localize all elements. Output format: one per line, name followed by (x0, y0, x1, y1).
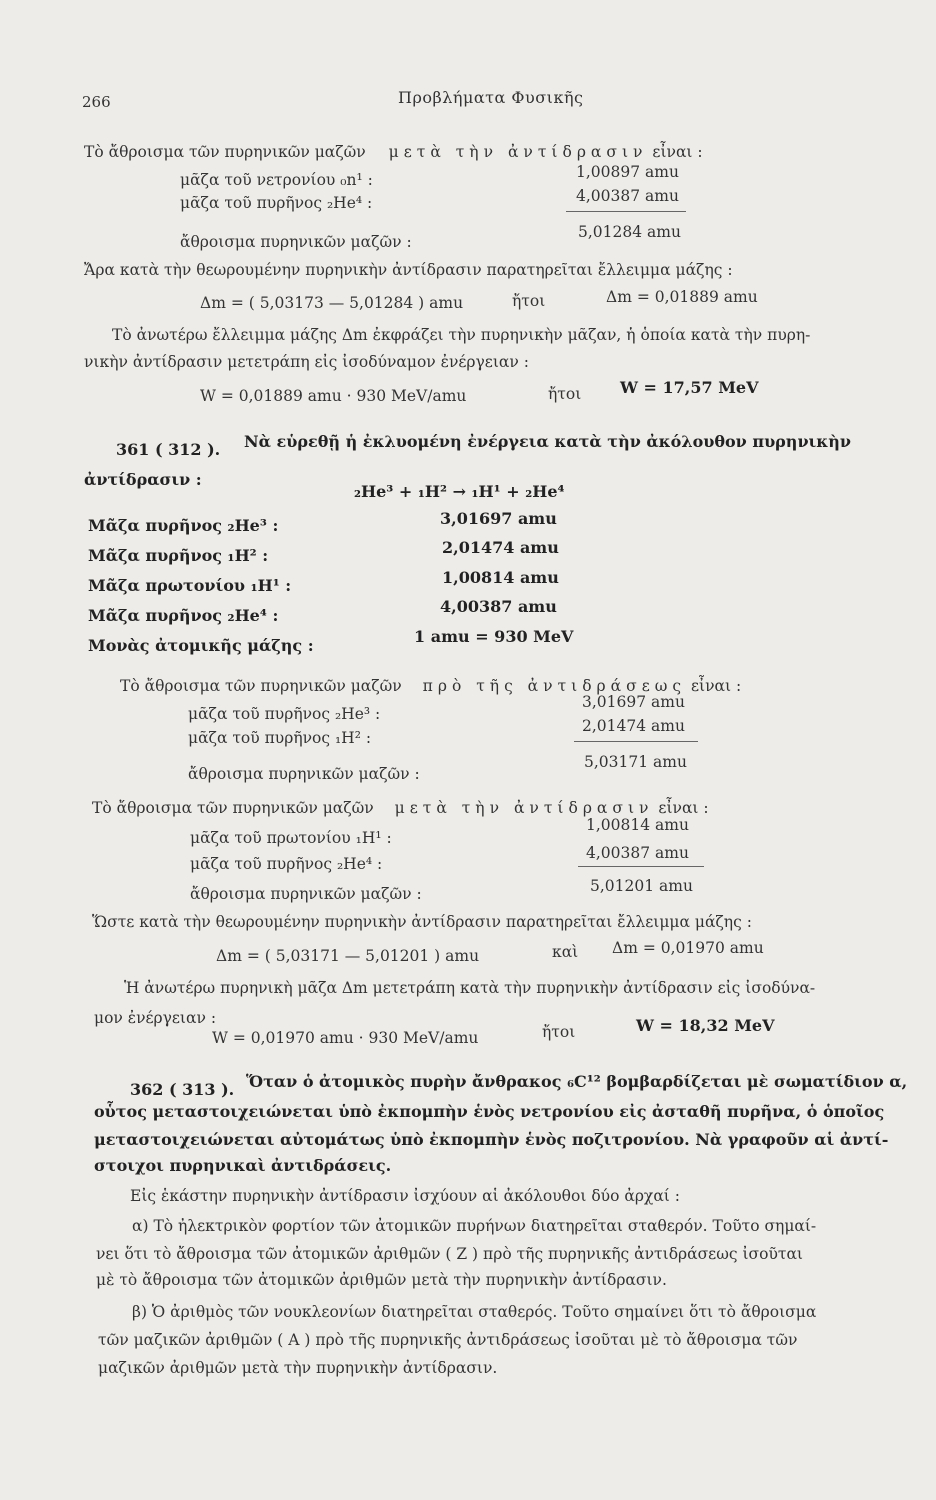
row-value: 4,00387 amu (576, 187, 679, 205)
deficit-text: Ἄρα κατὰ τὴν θεωρουμένην πυρηνικὴν ἀντίδρασιν παρατηρεῖται ἔλλειμμα μάζης : (84, 261, 733, 279)
principles-intro: Εἰς ἑκάστην πυρηνικὴν ἀντίδρασιν ἰσχύουν αἱ ἀκόλουθοι δύο ἀρχαί : (130, 1187, 681, 1205)
w-equation: W = 0,01970 amu · 930 MeV/amu (212, 1029, 479, 1047)
given-value: 1,00814 amu (442, 568, 559, 587)
energy-text: μον ἐνέργειαν : (94, 1009, 217, 1027)
running-title: Προβλήματα Φυσικῆς (398, 88, 584, 107)
after-spaced: μετὰ τὴν ἀντίδρασιν (388, 143, 648, 161)
page-number: 266 (82, 93, 111, 111)
principle-alpha: νει ὅτι τὸ ἄθροισμα τῶν ἀτομικῶν ἀριθμῶν ( Z ) πρὸ τῆς πυρηνικῆς ἀντιδράσεως ἰσοῦται (96, 1245, 803, 1263)
sum-value: 5,03171 amu (584, 753, 687, 771)
before-intro-a: Τὸ ἄθροισμα τῶν πυρηνικῶν μαζῶν (120, 677, 402, 695)
sum-rule (574, 741, 698, 742)
after-intro-a: Τὸ ἄθροισμα τῶν πυρηνικῶν μαζῶν (84, 143, 366, 161)
row-value: 2,01474 amu (582, 717, 685, 735)
sum-rule (578, 866, 704, 867)
dm-hence: ἤτοι (512, 292, 546, 310)
given-value: 1 amu = 930 MeV (414, 627, 574, 646)
principle-alpha: μὲ τὸ ἄθροισμα τῶν ἀτομικῶν ἀριθμῶν μετὰ τὴν πυρηνικὴν ἀντίδρασιν. (96, 1271, 667, 1289)
row-label: μᾶζα τοῦ πυρῆνος ₂He⁴ : (190, 855, 383, 873)
given-label: Μᾶζα πυρῆνος ₂He³ : (88, 516, 279, 535)
principle-beta: τῶν μαζικῶν ἀριθμῶν ( A ) πρὸ τῆς πυρηνικῆς ἀντιδράσεως ἰσοῦται μὲ τὸ ἄθροισμα τῶν (98, 1331, 798, 1349)
problem-statement: ἀντίδρασιν : (84, 470, 202, 489)
problem-statement: οὗτος μεταστοιχειώνεται ὑπὸ ἐκπομπὴν ἑνὸς νετρονίου εἰς ἀσταθῆ πυρῆνα, ὁ ὁποῖος (94, 1102, 885, 1121)
given-value: 3,01697 amu (440, 509, 557, 528)
dm-result: Δm = 0,01889 amu (606, 288, 758, 306)
w-hence: ἤτοι (548, 385, 582, 403)
nuclear-reaction: ₂He³ + ₁H² → ₁H¹ + ₂He⁴ (354, 482, 565, 501)
before-spaced: πρὸ τῆς ἀντιδράσεως (422, 677, 687, 695)
row-label: μᾶζα τοῦ πυρῆνος ₁H² : (188, 729, 372, 747)
problem-number: 361 ( 312 ). (116, 440, 221, 459)
sum-value: 5,01284 amu (578, 223, 681, 241)
problem-statement: στοιχοι πυρηνικαὶ ἀντιδράσεις. (94, 1156, 392, 1175)
after-spaced: μετὰ τὴν ἀντίδρασιν (394, 799, 654, 817)
row-label: μᾶζα τοῦ πρωτονίου ₁H¹ : (190, 829, 392, 847)
problem-statement: Ὅταν ὁ ἀτομικὸς πυρὴν ἄνθρακος ₆C¹² βομβαρδίζεται μὲ σωματίδιον α, (246, 1072, 908, 1091)
given-label: Μᾶζα πυρῆνος ₂He⁴ : (88, 606, 279, 625)
given-label: Μᾶζα πυρῆνος ₁H² : (88, 546, 269, 565)
sum-rule (566, 211, 686, 212)
given-label: Μᾶζα πρωτονίου ₁H¹ : (88, 576, 292, 595)
w-equation: W = 0,01889 amu · 930 MeV/amu (200, 387, 467, 405)
after-intro-b: εἶναι : (652, 143, 703, 161)
before-intro-b: εἶναι : (691, 677, 742, 695)
dm-and: καὶ (552, 943, 579, 961)
w-hence: ἤτοι (542, 1023, 576, 1041)
row-label: μᾶζα τοῦ πυρῆνος ₂He⁴ : (180, 194, 373, 212)
energy-text: Ἡ ἀνωτέρω πυρηνικὴ μᾶζα Δm μετετράπη κατὰ τὴν πυρηνικὴν ἀντίδρασιν εἰς ἰσοδύνα- (124, 979, 816, 997)
principle-alpha: α) Τὸ ἠλεκτρικὸν φορτίον τῶν ἀτομικῶν πυρήνων διατηρεῖται σταθερόν. Τοῦτο σημαί- (132, 1217, 817, 1235)
given-value: 2,01474 amu (442, 538, 559, 557)
sum-label: ἄθροισμα πυρηνικῶν μαζῶν : (180, 233, 412, 251)
problem-statement: μεταστοιχειώνεται αὐτομάτως ὑπὸ ἐκπομπὴν ἑνὸς ποζιτρονίου. Νὰ γραφοῦν αἱ ἀντί- (94, 1130, 889, 1149)
sum-label: ἄθροισμα πυρηνικῶν μαζῶν : (190, 885, 422, 903)
row-label: μᾶζα τοῦ νετρονίου ₀n¹ : (180, 171, 373, 189)
given-label: Μονὰς ἀτομικῆς μάζης : (88, 636, 314, 655)
sum-value: 5,01201 amu (590, 877, 693, 895)
given-value: 4,00387 amu (440, 597, 557, 616)
dm-equation: Δm = ( 5,03173 — 5,01284 ) amu (200, 294, 464, 312)
energy-text: νικὴν ἀντίδρασιν μετετράπη εἰς ἰσοδύναμον ἐνέργειαν : (84, 353, 529, 371)
row-value: 4,00387 amu (586, 844, 689, 862)
w-result: W = 18,32 MeV (636, 1016, 775, 1035)
row-value: 3,01697 amu (582, 693, 685, 711)
w-result: W = 17,57 MeV (620, 378, 759, 397)
row-label: μᾶζα τοῦ πυρῆνος ₂He³ : (188, 705, 381, 723)
dm-equation: Δm = ( 5,03171 — 5,01201 ) amu (216, 947, 480, 965)
problem-statement: Νὰ εὑρεθῇ ἡ ἐκλυομένη ἐνέργεια κατὰ τὴν ἀκόλουθον πυρηνικὴν (244, 432, 852, 451)
principle-beta: β) Ὁ ἀριθμὸς τῶν νουκλεονίων διατηρεῖται σταθερός. Τοῦτο σημαίνει ὅτι τὸ ἄθροισμα (132, 1303, 817, 1321)
sum-label: ἄθροισμα πυρηνικῶν μαζῶν : (188, 765, 420, 783)
row-value: 1,00814 amu (586, 816, 689, 834)
deficit-text: Ὥστε κατὰ τὴν θεωρουμένην πυρηνικὴν ἀντίδρασιν παρατηρεῖται ἔλλειμμα μάζης : (92, 913, 752, 931)
row-value: 1,00897 amu (576, 163, 679, 181)
dm-result: Δm = 0,01970 amu (612, 939, 764, 957)
after-intro-b: εἶναι : (658, 799, 709, 817)
after-intro-a: Τὸ ἄθροισμα τῶν πυρηνικῶν μαζῶν (92, 799, 374, 817)
problem-number: 362 ( 313 ). (130, 1080, 235, 1099)
energy-text: Τὸ ἀνωτέρω ἔλλειμμα μάζης Δm ἐκφράζει τὴν πυρηνικὴν μᾶζαν, ἡ ὁποία κατὰ τὴν πυρη- (112, 326, 811, 344)
principle-beta: μαζικῶν ἀριθμῶν μετὰ τὴν πυρηνικὴν ἀντίδρασιν. (98, 1359, 498, 1377)
after-sum-intro (84, 142, 703, 162)
